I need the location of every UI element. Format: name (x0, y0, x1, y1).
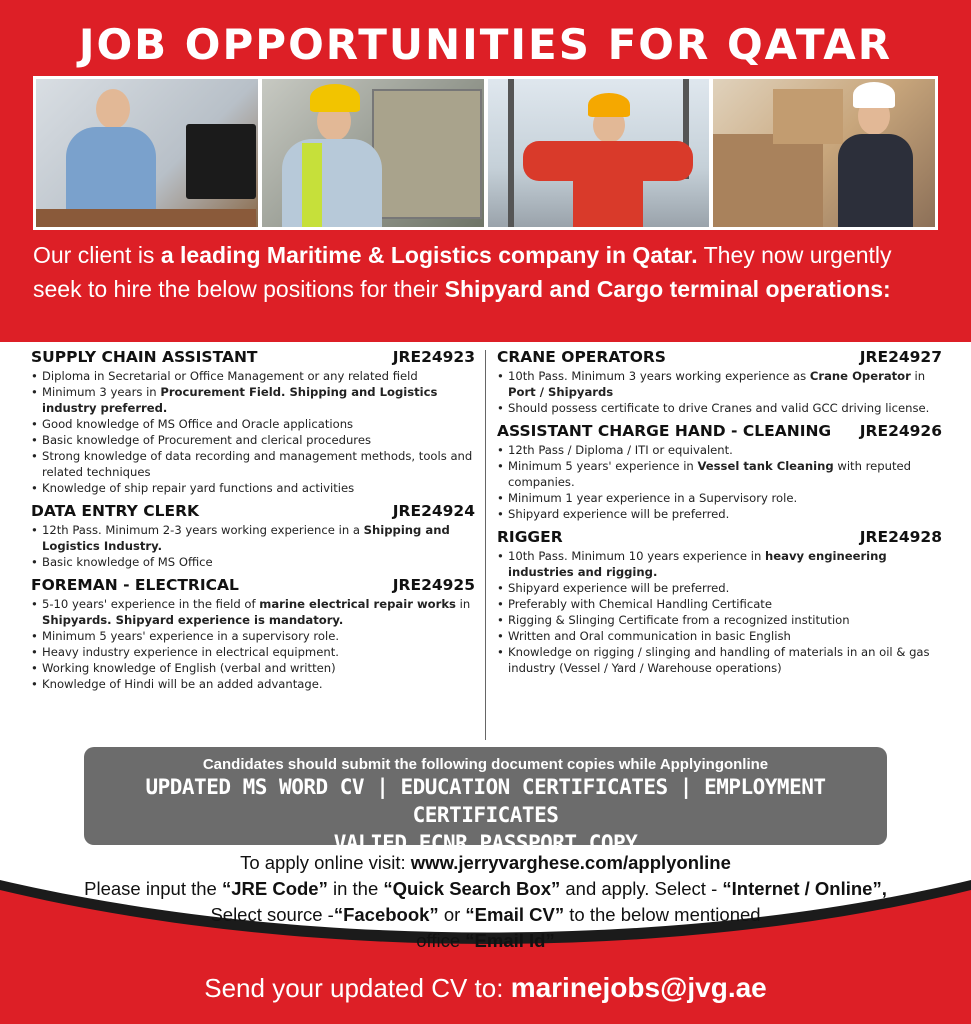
job-title: ASSISTANT CHARGE HAND - CLEANING (497, 422, 832, 440)
photo-warehouse-manager (713, 79, 935, 227)
requirement-item (31, 554, 475, 570)
apply-line-email (0, 928, 971, 954)
requirement-text: Rigging & Slinging Certificate from a recognized institution (508, 613, 850, 627)
job-requirements-list (31, 368, 475, 496)
intro-text-part: They now urgently seek to hire the below positions for their (33, 242, 892, 302)
job-code: JRE24923 (392, 348, 475, 366)
requirement-text: 10th Pass. Minimum 3 years working experience as (508, 369, 810, 383)
job-code: JRE24928 (859, 528, 942, 546)
requirement-highlight: Port / Shipyards (508, 385, 614, 399)
send-cv-label: Send your updated CV to: (204, 973, 511, 1003)
photo-electrician (262, 79, 484, 227)
photo-office-worker (36, 79, 258, 227)
intro-text-part: Our client is (33, 242, 161, 268)
requirement-highlight: heavy engineering industries and rigging. (508, 549, 887, 579)
requirement-item (31, 384, 475, 416)
send-cv-line (0, 972, 971, 1004)
apply-highlight: “Email Id” (465, 930, 555, 951)
job-title: CRANE OPERATORS (497, 348, 666, 366)
intro-operations-highlight: Shipyard and Cargo terminal operations: (444, 276, 891, 302)
apply-highlight: “Quick Search Box” (383, 878, 561, 899)
requirement-text: Knowledge on rigging / slinging and handling of materials in an oil & gas industry (Vessel / Yard / Warehouse operations) (508, 645, 930, 675)
job-header (31, 346, 475, 368)
requirement-highlight: Shipping and Logistics Industry. (42, 523, 450, 553)
job-requirements-list (31, 522, 475, 570)
requirement-text: Written and Oral communication in basic English (508, 629, 791, 643)
requirement-item (31, 416, 475, 432)
apply-line-visit (0, 850, 971, 876)
apply-highlight: “Facebook” (333, 904, 439, 925)
job-header (497, 526, 942, 548)
jobs-column-right (497, 346, 942, 680)
job-header (31, 500, 475, 522)
intro-company-highlight: a leading Maritime & Logistics company in Qatar. (160, 242, 698, 268)
page-title: JOB OPPORTUNITIES FOR QATAR (78, 20, 893, 69)
job-code: JRE24924 (392, 502, 475, 520)
requirement-text: Shipyard experience will be preferred. (508, 507, 730, 521)
requirement-text: in (455, 597, 471, 611)
job-header (31, 574, 475, 596)
job-title: DATA ENTRY CLERK (31, 502, 200, 520)
requirement-item (497, 548, 942, 580)
job-header (497, 420, 942, 442)
requirement-text: Basic knowledge of Procurement and clerical procedures (42, 433, 371, 447)
requirement-text: 10th Pass. Minimum 10 years experience in (508, 549, 765, 563)
requirement-item (497, 628, 942, 644)
apply-visit-label: To apply online visit: (240, 852, 411, 873)
job-requirements-list (31, 596, 475, 692)
requirement-item (497, 612, 942, 628)
apply-line-code (0, 876, 971, 902)
requirement-text: in (910, 369, 926, 383)
requirement-text: Minimum 3 years in (42, 385, 161, 399)
column-divider (485, 350, 486, 740)
requirement-item (497, 400, 942, 416)
job-title: RIGGER (497, 528, 563, 546)
apply-text: Please input the (84, 878, 222, 899)
requirement-text: Should possess certificate to drive Cranes and valid GCC driving license. (508, 401, 930, 415)
job-data-entry-clerk (31, 500, 475, 570)
apply-text: and apply. Select - (560, 878, 723, 899)
requirement-item (31, 676, 475, 692)
apply-text: Select source - (210, 904, 334, 925)
job-code: JRE24925 (392, 576, 475, 594)
requirement-text: Preferably with Chemical Handling Certificate (508, 597, 772, 611)
job-supply-chain-assistant (31, 346, 475, 496)
requirement-highlight: marine electrical repair works (259, 597, 456, 611)
apply-text: to the below mentioned (564, 904, 761, 925)
requirement-item (497, 644, 942, 676)
requirement-text: 5-10 years' experience in the field of (42, 597, 260, 611)
apply-text: office (416, 930, 466, 951)
jobs-column-left (31, 346, 475, 696)
requirement-highlight: Shipyards. Shipyard experience is mandatory. (42, 613, 344, 627)
requirement-item (497, 580, 942, 596)
requirement-highlight: Crane Operator (809, 369, 911, 383)
job-assistant-charge-hand-cleaning (497, 420, 942, 522)
requirement-text: Working knowledge of English (verbal and written) (42, 661, 336, 675)
requirement-text: Shipyard experience will be preferred. (508, 581, 730, 595)
job-foreman-electrical (31, 574, 475, 692)
requirement-text: Knowledge of Hindi will be an added advantage. (42, 677, 323, 691)
send-cv-email-link[interactable]: marinejobs@jvg.ae (510, 972, 767, 1003)
apply-line-source (0, 902, 971, 928)
apply-text: in the (327, 878, 384, 899)
job-requirements-list (497, 548, 942, 676)
job-header (497, 346, 942, 368)
requirement-text: Minimum 1 year experience in a Supervisory role. (508, 491, 798, 505)
job-title: SUPPLY CHAIN ASSISTANT (31, 348, 258, 366)
requirement-text: Basic knowledge of MS Office (42, 555, 213, 569)
requirement-text: Strong knowledge of data recording and management methods, tools and related techniques (42, 449, 473, 479)
requirement-text: Knowledge of ship repair yard functions and activities (42, 481, 355, 495)
apply-instructions (0, 850, 971, 954)
documents-list-line1: UPDATED MS WORD CV | EDUCATION CERTIFICATES | EMPLOYMENT CERTIFICATES (145, 775, 826, 827)
job-code: JRE24926 (859, 422, 942, 440)
photo-crane-rigger (488, 79, 710, 227)
requirement-text: 12th Pass / Diploma / ITI or equivalent. (508, 443, 733, 457)
requirement-item (497, 368, 942, 400)
requirement-text: Diploma in Secretarial or Office Management or any related field (42, 369, 418, 383)
requirement-item (31, 432, 475, 448)
requirement-item (31, 522, 475, 554)
requirement-item (31, 628, 475, 644)
documents-list-line2: VALIED ECNR PASSPORT COPY (333, 831, 638, 855)
photo-strip (33, 76, 938, 230)
apply-highlight: “JRE Code” (221, 878, 328, 899)
documents-box (84, 747, 887, 855)
job-rigger (497, 526, 942, 676)
apply-url-link[interactable]: www.jerryvarghese.com/applyonline (410, 852, 731, 873)
job-requirements-list (497, 442, 942, 522)
requirement-item (31, 448, 475, 480)
requirement-text: Minimum 5 years' experience in (508, 459, 698, 473)
requirement-item (497, 490, 942, 506)
job-requirements-list (497, 368, 942, 416)
apply-highlight: “Email CV” (465, 904, 565, 925)
requirement-item (497, 458, 942, 490)
requirement-item (31, 644, 475, 660)
requirement-item (31, 660, 475, 676)
requirement-highlight: Vessel tank Cleaning (697, 459, 834, 473)
requirement-item (497, 506, 942, 522)
requirement-item (497, 442, 942, 458)
apply-text: or (438, 904, 466, 925)
requirement-item (497, 596, 942, 612)
requirement-text: Good knowledge of MS Office and Oracle applications (42, 417, 354, 431)
documents-intro: Candidates should submit the following document copies while Applyingonline (202, 756, 769, 773)
job-title: FOREMAN - ELECTRICAL (31, 576, 239, 594)
requirement-text: with reputed companies. (508, 459, 912, 489)
requirement-text: 12th Pass. Minimum 2-3 years working experience in a (42, 523, 364, 537)
requirement-text: Heavy industry experience in electrical equipment. (42, 645, 339, 659)
apply-highlight: “Internet / Online”, (722, 878, 887, 899)
job-code: JRE24927 (859, 348, 942, 366)
requirement-item (31, 368, 475, 384)
requirement-text: Minimum 5 years' experience in a supervisory role. (42, 629, 340, 643)
requirement-item (31, 480, 475, 496)
job-crane-operators (497, 346, 942, 416)
requirement-item (31, 596, 475, 628)
requirement-highlight: Procurement Field. Shipping and Logistics industry preferred. (42, 385, 438, 415)
intro-text (33, 238, 943, 306)
